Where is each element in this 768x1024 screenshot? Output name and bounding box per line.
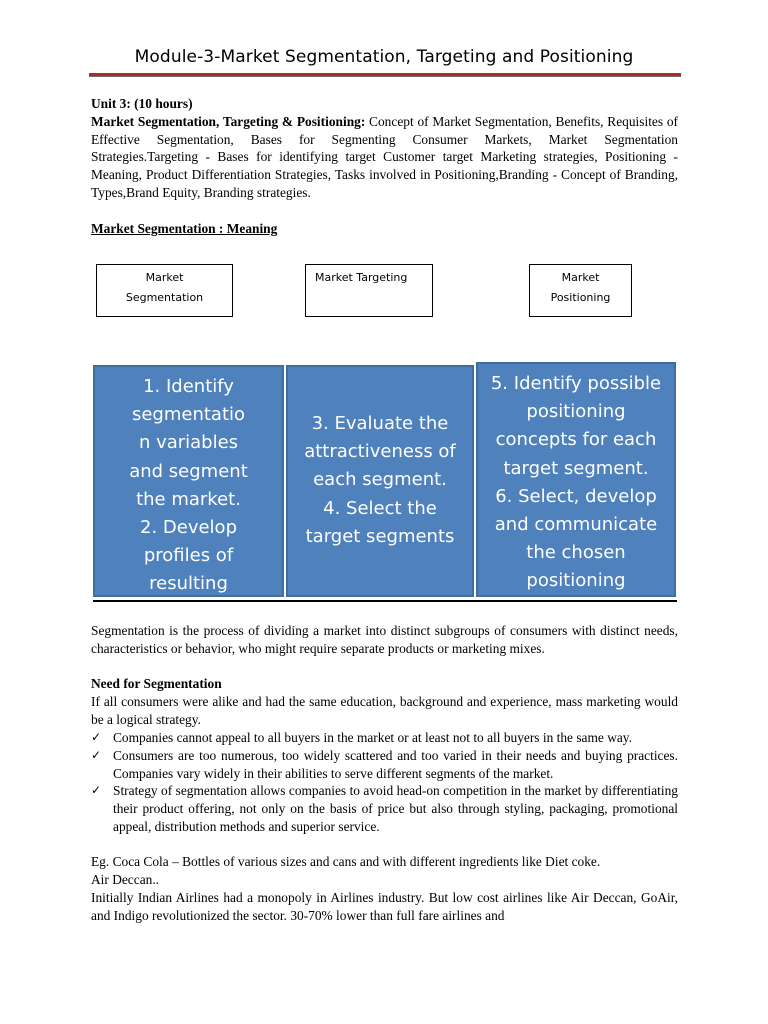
panel-line: 3. Evaluate the (311, 413, 449, 434)
panel-line: target segment. (503, 457, 649, 479)
segmentation-definition: Segmentation is the process of dividing a market into distinct subgroups of consumers with distinct needs, characteristics or behavior, who might require separate products or marketing mixes. (91, 623, 678, 656)
panel-line: positioning (526, 401, 626, 423)
stage-box-segmentation (96, 264, 233, 317)
panel-line: positioning (526, 570, 626, 592)
panel-line: and segment (129, 460, 248, 482)
panel-line: resulting (149, 573, 228, 595)
check-icon: ✓ (91, 783, 102, 798)
panel-line: 1. Identify (143, 376, 234, 397)
panel-line: and communicate (494, 514, 658, 536)
panel-line: n variables (138, 432, 239, 454)
list-item (91, 729, 678, 747)
check-icon: ✓ (91, 730, 102, 744)
page-title: Module-3-Market Segmentation, Targeting and Positioning (134, 47, 634, 67)
stage-label-line: Market Targeting (315, 271, 408, 284)
stage-label-line: Positioning (550, 291, 611, 304)
check-icon: ✓ (91, 747, 102, 762)
bullet-text: Consumers are too numerous, too widely scattered and too varied in their needs and buying practices. Companies vary widely in their abilities to serve different segments of the market. (113, 747, 678, 781)
panel-line: concepts for each (495, 429, 657, 451)
stage-label-line: Market (561, 271, 600, 284)
panel-line: 2. Develop (140, 517, 237, 539)
panel-line: the chosen (526, 542, 626, 564)
airlines-paragraph: Initially Indian Airlines had a monopoly in Airlines industry. But low cost airlines like Air Deccan, GoAir, and Indigo revolutionized the sector. 30-70% lower than full fare airlines and (91, 890, 678, 923)
panel-line: 5. Identify possible (490, 373, 662, 394)
title-divider (89, 73, 681, 77)
unit-block (91, 95, 678, 202)
stage-box-targeting (305, 264, 433, 317)
panel-line: the market. (136, 488, 241, 510)
unit-topic-label: Market Segmentation, Targeting & Positioning: (91, 113, 366, 129)
bullet-text: Companies cannot appeal to all buyers in the market or at least not to all buyers in the same way. (113, 730, 632, 745)
list-item (91, 782, 678, 835)
air-deccan-heading: Air Deccan.. (91, 872, 160, 887)
unit-topics (91, 113, 678, 202)
panel-line: target segments (305, 525, 455, 547)
unit-heading: Unit 3: (10 hours) (91, 96, 193, 111)
stage-label-line: Market (145, 271, 184, 284)
bullet-text: Strategy of segmentation allows companies to avoid head-on competition in the market by differentiating their product offering, not only on the basis of price but also through styling, packaging, promotional appeal, distribution methods and superior service. (113, 783, 678, 834)
stage-box-positioning (529, 264, 632, 317)
stage-label-line: Segmentation (125, 291, 204, 304)
section-heading: Market Segmentation : Meaning (91, 221, 278, 236)
process-steps-diagram (93, 362, 678, 602)
panel-line: 6. Select, develop (495, 485, 657, 507)
list-item (91, 747, 678, 783)
panel-line: 4. Select the (323, 497, 437, 519)
step-panel-segmentation (93, 365, 284, 597)
panel-line: segmentatio (131, 404, 246, 426)
diagram-divider (93, 600, 677, 602)
step-panel-targeting (286, 365, 474, 597)
panel-line: each segment. (313, 469, 447, 491)
need-heading: Need for Segmentation (91, 676, 222, 691)
coca-cola-example: Eg. Coca Cola – Bottles of various sizes and cans and with different ingredients like Diet coke. (91, 854, 601, 869)
unit-topic-text: Concept of Market Segmentation, Benefits, Requisites of Effective Segmentation, Bases for Segmenting Consumer Markets, Market Segmentation Strategies.Targeting - Bases for identifying target Customer target Marketing strategies, Positioning - Meaning, Product Differentiation Strategies, Tasks involved in Positioning,Branding - Concept of Branding, Types,Brand Equity, Branding strategies. (91, 113, 678, 200)
panel-line: profiles of (143, 545, 234, 567)
panel-line: attractiveness of (304, 441, 456, 463)
need-bullet-list (91, 729, 678, 836)
need-paragraph: If all consumers were alike and had the same education, background and experience, mass marketing would be a logical strategy. (91, 694, 678, 727)
step-panel-positioning (476, 362, 676, 597)
